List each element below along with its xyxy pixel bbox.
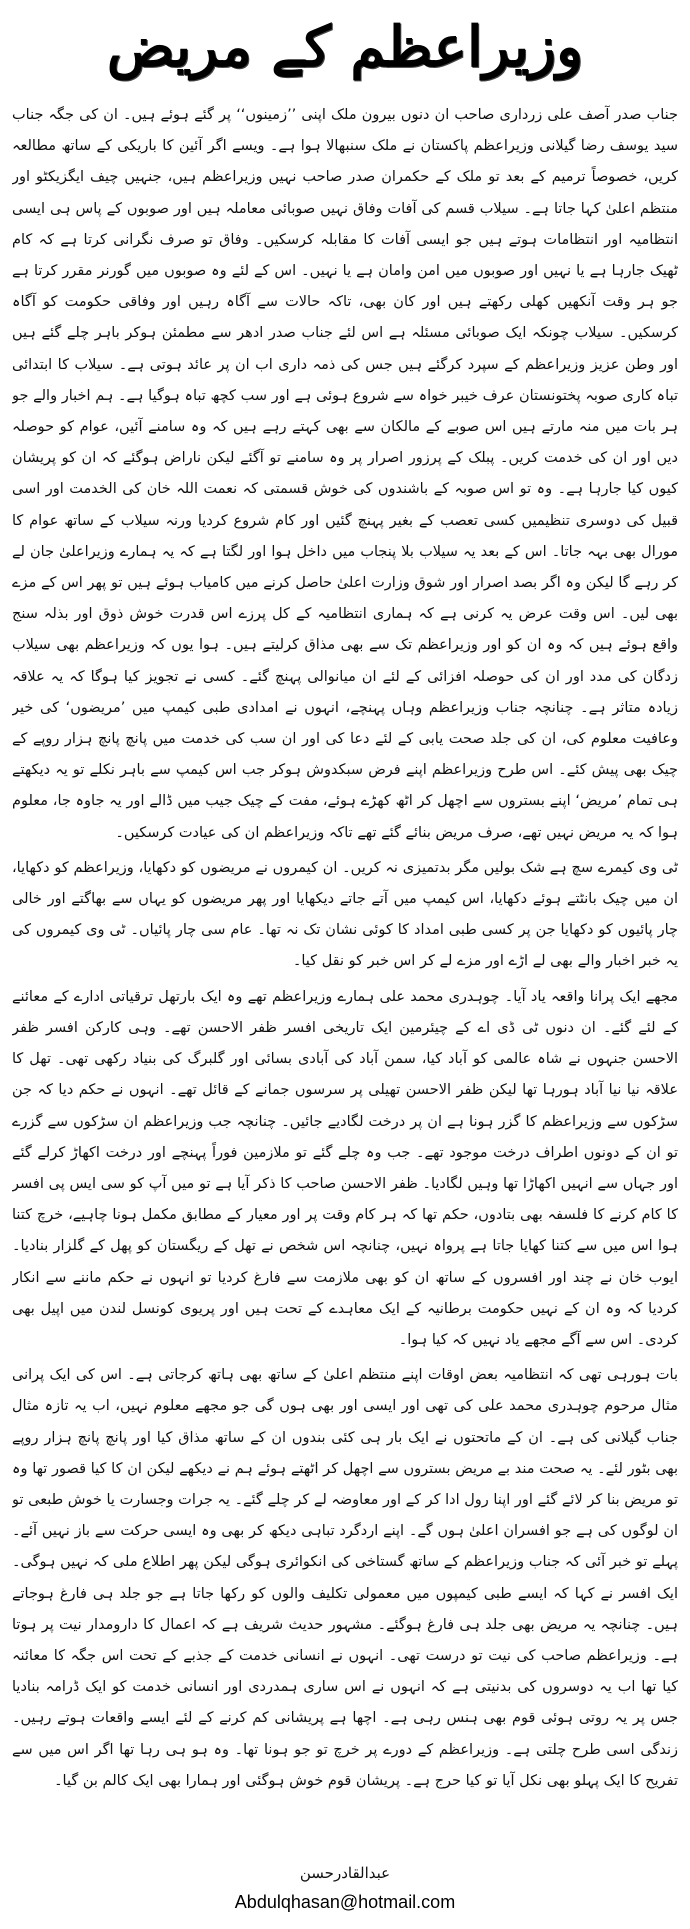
author-email: Abdulqhasan@hotmail.com (234, 1892, 456, 1912)
article-paragraph: ٹی وی کیمرے سچ ہے شک بولیں مگر بدتمیزی نہ کریں۔ ان کیمروں نے مریضوں کو دکھایا، وزیراعظم کو دکھایا، ان میں چیک بانٹتے ہوئے دکھایا، اس کیمپ میں آتے جاتے دیکھایا اور پھر مریضوں کو یہاں سے بھاگتے اور خالی چار پائیوں کو دکھایا جن پر کسی طبی امداد کا کوئی نشان تک نہ تھا۔ عام سی چار پائیاں۔ ٹی وی کیمروں کی یہ خبر اخبار والے بھی لے اڑے اور مزے لے کر اس خبر کو نقل کیا۔ (12, 859, 678, 970)
article-paragraph: بات ہورہی تھی کہ انتظامیہ بعض اوقات اپنے منتظم اعلیٰ کے ساتھ بھی ہاتھ کرجاتی ہے۔ اس کی ایک پرانی مثال مرحوم چوہدری محمد علی کی تھی اور ایسی اور بھی ہوں گی جو مجھے معلوم نہیں، اب یہ تازہ مثال جناب گیلانی کی ہے۔ ان کے ماتحتوں نے ایک بار ہی کئی بندوں ان کے ساتھ مذاق کیا اور پانچ پانچ ہزار روپے بھی بٹور لئے۔ یہ صحت مند بے مریض بستروں سے اچھل کر اٹھتے ہوئے ہم نے دیکھے لیکن ان کا کیا قصور تھا وہ تو مریض بنا کر لائے گئے اور اپنا رول ادا کر کے اور معاوضہ لے کر چلے گئے۔ یہ جرات وجسارت یا خوش طبعی تو ان لوگوں کی ہے جو افسران اعلیٰ ہوں گے۔ اپنے اردگرد تباہی دیکھ کر بھی وہ ایسی حرکت سے باز نہیں آئے۔ پہلے تو خبر آئی کہ جناب وزیراعظم کے ساتھ گستاخی کی انکوائری ہوگی لیکن پھر اطلاع ملی کہ نہیں ہوگی۔ ایک افسر نے کہا کہ ایسے طبی کیمپوں میں معمولی تکلیف والوں کو رکھا جاتا ہے جو جلد ہی فارغ ہوجاتے ہیں۔ چنانچہ یہ مریض بھی جلد ہی فارغ ہوگئے۔ مشہور حدیث شریف ہے کہ اعمال کا دارومدار نیت پر ہوتا ہے۔ وزیراعظم صاحب کی نیت تو درست تھی۔ انہوں نے انسانی خدمت کے جذبے کے تحت اس جگہ کا معائنہ کیا تھا اب یہ دوسروں کی بدنیتی ہے کہ انہوں نے اس ساری ہمدردی اور انسانی خدمت کو ایک ڈرامہ بنادیا جس پر یہ روتی ہوئی قوم بھی ہنس رہی ہے۔ اچھا ہے پریشانی کم کرنے کے لئے ایسے واقعات ہوتے رہیں۔ زندگی اسی طرح چلتی ہے۔ وزیراعظم کے دورے پر خرچ تو جو ہونا تھا۔ وہ ہو ہی رہا تھا اگر اس میں سے تفریح کا ایک پہلو بھی نکل آیا تو کیا حرج ہے۔ پریشان قوم خوش ہوگئی اور ہمارا بھی ایک کالم بن گیا۔ (12, 1367, 678, 1789)
column-headline: وزیراعظم کے مریض (106, 14, 584, 80)
author-byline: عبدالقادرحسن (299, 1864, 391, 1882)
article-paragraph: مجھے ایک پرانا واقعہ یاد آیا۔ چوہدری محمد علی ہمارے وزیراعظم تھے وہ ایک بارتھل ترقیاتی ادارے کے معائنے کے لئے گئے۔ ان دنوں ٹی ڈی اے کے چیئرمین ایک تاریخی افسر ظفر الاحسن تھے۔ وہی کارکن افسر ظفر الاحسن جنہوں نے شاہ عالمی کو آباد کیا، سمن آباد کی آبادی بسائی اور گلبرگ کی بنیاد رکھی تھی۔ تھل کا علاقہ نیا نیا آباد ہورہا تھا لیکن ظفر الاحسن تھیلی پر سرسوں جمانے کے قائل تھے۔ انہوں نے حکم دیا کہ جن سڑکوں سے وزیراعظم کا گزر ہونا ہے ان پر درخت لگادیے جائیں۔ چنانچہ جب وزیراعظم ان سڑکوں سے گزرے تو ان کے دونوں اطراف درخت موجود تھے۔ جب وہ چلے گئے تو ملازمین فوراً پہنچے اور درخت اکھاڑ کرلے گئے اور جہاں سے انہیں اکھاڑا تھا وہیں لگادیا۔ ظفر الاحسن صاحب کا ذکر آیا ہے تو میں آپ کو سی ایس پی افسر کا کام کرنے کا فلسفہ بھی بتادوں، حکم تھا کہ ہر کام وقت پر اور معیار کے مطابق مکمل ہونا چاہیے، خرچ کتنا ہوا اس میں سے کتنا کھایا جاتا ہے پرواہ نہیں، چنانچہ اس شخص نے تھل کے ریگستان کو پھل کے گلزار بنادیا۔ ایوب خان نے چند اور افسروں کے ساتھ ان کو بھی ملازمت سے فارغ کردیا تو انہوں نے حکم ماننے سے انکار کردیا کہ وہ ان کے نہیں حکومت برطانیہ کے ایک معاہدے کے تحت ہیں اور پریوی کونسل لندن میں اپیل بھی کردی۔ اس سے آگے مجھے یاد نہیں کہ کیا ہوا۔ (12, 988, 678, 1348)
article-paragraph: جناب صدر آصف علی زرداری صاحب ان دنوں بیرون ملک اپنی ’’زمینوں‘‘ پر گئے ہوئے ہیں۔ ان کی جگہ جناب سید یوسف رضا گیلانی وزیراعظم پاکستان نے ملک سنبھالا ہوا ہے۔ ویسے اگر آئین کا باریکی کے ساتھ مطالعہ کریں، خصوصاً ترمیم کے بعد تو ملک کے حکمران صدر صاحب نہیں وزیراعظم ہیں، جنہیں چیف ایگزیکٹو اور منتظم اعلیٰ کہا جاتا ہے۔ سیلاب قسم کی آفات وفاق نہیں صوبائی معاملہ ہیں اور صوبوں کے پاس ہی ایسی انتظامیہ اور انتظامات ہوتے ہیں جو ایسی آفات کا مقابلہ کرسکیں۔ وفاق تو صرف نگرانی کرتا ہے کہ کام ٹھیک جارہا ہے یا نہیں اور صوبوں میں امن وامان ہے یا نہیں۔ اس کے لئے وہ صوبوں میں گورنر مقرر کرتا ہے جو ہر وقت آنکھیں کھلی رکھتے ہیں اور کان بھی، تاکہ حالات سے آگاہ رہیں اور وفاقی حکومت کو آگاہ کرسکیں۔ سیلاب چونکہ ایک صوبائی مسئلہ ہے اس لئے جناب صدر ادھر سے مطمئن ہوکر باہر چلے گئے ہیں اور وطن عزیز وزیراعظم کے سپرد کرگئے ہیں جس کی ذمہ داری اب ان پر عائد ہوتی ہے۔ سیلاب کا ابتدائی تباہ کاری صوبہ پختونستان عرف خیبر خواہ سے شروع ہوئی ہے اور سب کچھ تباہ ہوگیا ہے۔ ہم اخبار والے جو ہر بات میں منہ مارتے ہیں اس صوبے کے مالکان سے بھی کہتے رہے ہیں کہ وہ سامنے آئیں، عوام کو حوصلہ دیں اور ان کی خدمت کریں۔ پبلک کے پرزور اصرار پر وہ سامنے تو آگئے لیکن ناراض ہوگئے کہ ان کو پریشان کیوں کیا جارہا ہے۔ وہ تو اس صوبہ کے باشندوں کی خوش قسمتی کہ نعمت اللہ خان کی الخدمت اور اسی قبیل کی دوسری تنظیمیں کسی تعصب کے بغیر پہنچ گئیں اور کام شروع کردیا ورنہ سیلاب کے ساتھ عوام کا مورال بھی بہہ جاتا۔ اس کے بعد یہ سیلاب بلا پنجاب میں داخل ہوا اور لگتا ہے کہ یہ ہمارے وزیراعلیٰ جان لے کر رہے گا لیکن وہ اگر بصد اصرار اور شوق وزارت اعلیٰ حاصل کرنے میں کامیاب ہوئے ہیں تو پھر اس کے مزے بھی لیں۔ اس وقت عرض یہ کرنی ہے کہ ہماری انتظامیہ کے کل پرزے اس قدرت خوش ذوق اور بذلہ سنج واقع ہوئے ہیں کہ وہ ان کو اور وزیراعظم تک سے بھی مذاق کرلیتے ہیں۔ ہوا یوں کہ وزیراعظم بھی سیلاب زدگان کی مدد اور ان کی حوصلہ افزائی کے لئے ان میانوالی پہنچ گئے۔ کسی نے تجویز کیا ہوگا کہ یہ علاقہ زیادہ متاثر ہے۔ چنانچہ جناب وزیراعظم وہاں پہنچے، انہوں نے امدادی طبی کیمپ میں ’مریضوں‘ کی خیر وعافیت معلوم کی، ان کی جلد صحت یابی کے لئے دعا کی اور ان سب کی خدمت میں پانچ پانچ ہزار روپے کے چیک بھی پیش کئے۔ اس طرح وزیراعظم اپنے فرض سبکدوش ہوکر جب اس کیمپ سے باہر نکلے تو یہ دیکھتے ہی تمام ’مریض‘ اپنے بستروں سے اچھل کر اٹھ کھڑے ہوئے، مفت کے چیک جیب میں ڈالے اور یہ جاوہ جا، معلوم ہوا کہ یہ مریض نہیں تھے، صرف مریض بنائے گئے تھے تاکہ وزیراعظم ان کی عیادت کرسکیں۔ (12, 107, 678, 841)
article-body (12, 100, 678, 1840)
